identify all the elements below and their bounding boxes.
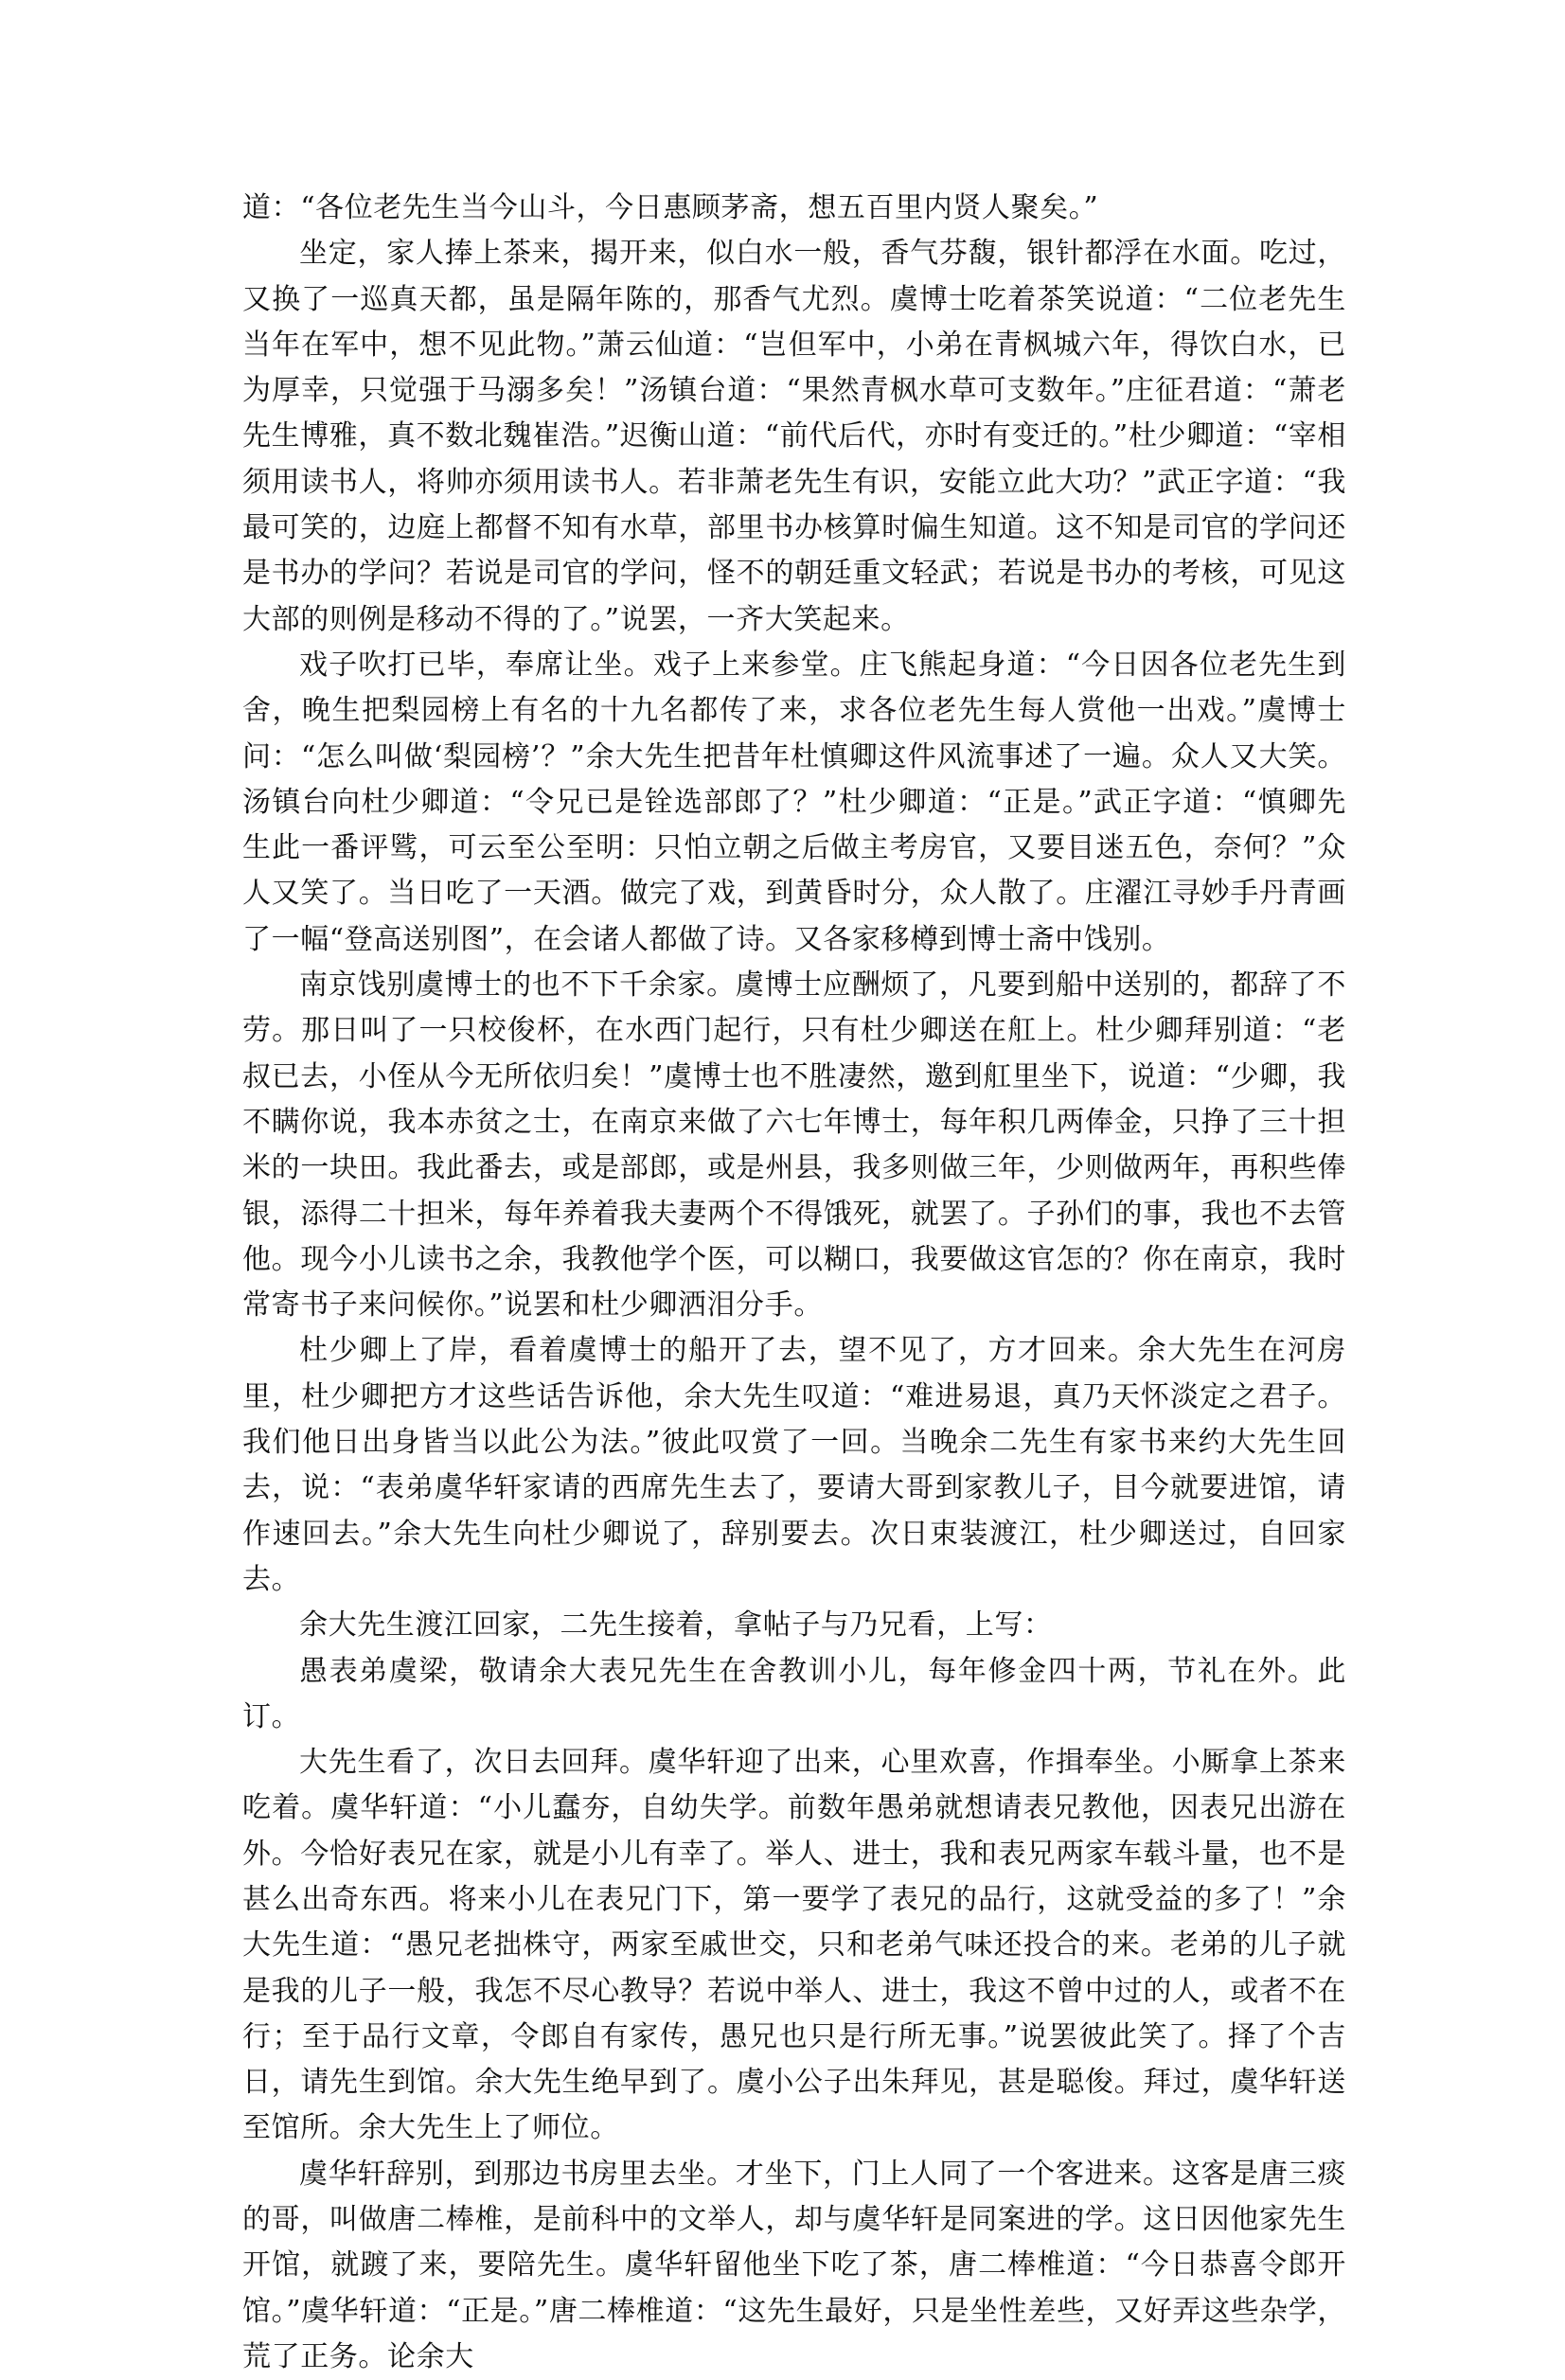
paragraph-opera: 戏子吹打已毕，奉席让坐。戏子上来参堂。庄飞熊起身道：“今日因各位老先生到舍，晚生把梨园榜上有名的十九名都传了来，求各位老先生每人赏他一出戏。”虞博士问：“怎么叫做‘梨园榜’？”余大先生把昔年杜慎卿这件风流事述了一遍。众人又大笑。汤镇台向杜少卿道：“令兄已是铨选部郎了？”杜少卿道：“正是。”武正字道：“慎卿先生此一番评骘，可云至公至明：只怕立朝之后做主考房官，又要目迷五色，奈何？”众人又笑了。当日吃了一天酒。做完了戏，到黄昏时分，众人散了。庄濯江寻妙手丹青画了一幅“登高送别图”，在会诸人都做了诗。又各家移樽到博士斋中饯别。 bbox=[242, 648, 1346, 956]
paragraph-farewell: 南京饯别虞博士的也不下千余家。虞博士应酬烦了，凡要到船中送别的，都辞了不劳。那日叫了一只校俊杯，在水西门起行，只有杜少卿送在舡上。杜少卿拜别道：“老叔已去，小侄从今无所依归矣！”虞博士也不胜凄然，邀到舡里坐下，说道：“少卿，我不瞒你说，我本赤贫之士，在南京来做了六七年博士，每年积几两俸金，只挣了三十担米的一块田。我此番去，或是部郎，或是州县，我多则做三年，少则做两年，再积些俸银，添得二十担米，每年养着我夫妻两个不得饿死，就罢了。子孙们的事，我也不去管他。现今小儿读书之余，我教他学个医，可以糊口，我要做这官怎的？你在南京，我时常寄书子来问候你。”说罢和杜少卿洒泪分手。 bbox=[242, 968, 1346, 1323]
paragraph-guest: 虞华轩辞别，到那边书房里去坐。才坐下，门上人同了一个客进来。这客是唐三痰的哥，叫做唐二棒椎，是前科中的文举人，却与虞华轩是同案进的学。这日因他家先生开馆，就踱了来，要陪先生。虞华轩留他坐下吃了茶，唐二棒椎道：“今日恭喜令郎开馆。”虞华轩道：“正是。”唐二棒椎道：“这先生最好，只是坐性差些，又好弄这些杂学，荒了正务。论余大 bbox=[242, 2157, 1346, 2373]
paragraph-return: 杜少卿上了岸，看着虞博士的船开了去，望不见了，方才回来。余大先生在河房里，杜少卿把方才这些话告诉他，余大先生叹道：“难进易退，真乃天怀淡定之君子。我们他日出身皆当以此公为法。”彼此叹赏了一回。当晚余二先生有家书来约大先生回去，说：“表弟虞华轩家请的西席先生去了，要请大哥到家教儿子，目今就要进馆，请作速回去。”余大先生向杜少卿说了，辞别要去。次日束装渡江，杜少卿送过，自回家去。 bbox=[242, 1334, 1346, 1596]
paragraph-tea: 坐定，家人捧上茶来，揭开来，似白水一般，香气芬馥，银针都浮在水面。吃过，又换了一巡真天都，虽是隔年陈的，那香气尤烈。虞博士吃着茶笑说道：“二位老先生当年在军中，想不见此物。”萧云仙道：“岂但军中，小弟在青枫城六年，得饮白水，已为厚幸，只觉强于马溺多矣！”汤镇台道：“果然青枫水草可支数年。”庄征君道：“萧老先生博雅，真不数北魏崔浩。”迟衡山道：“前代后代，亦时有变迁的。”杜少卿道：“宰相须用读书人，将帅亦须用读书人。若非萧老先生有识，安能立此大功？”武正字道：“我最可笑的，边庭上都督不知有水草，部里书办核算时偏生知道。这不知是司官的学问还是书办的学问？若说是司官的学问，怪不的朝廷重文轻武；若说是书办的考核，可见这大部的则例是移动不得的了。”说罢，一齐大笑起来。 bbox=[242, 237, 1346, 636]
paragraph-visit: 大先生看了，次日去回拜。虞华轩迎了出来，心里欢喜，作揖奉坐。小厮拿上茶来吃着。虞华轩道：“小儿蠢夯，自幼失学。前数年愚弟就想请表兄教他，因表兄出游在外。今恰好表兄在家，就是小儿有幸了。举人、进士，我和表兄两家车载斗量，也不是甚么出奇东西。将来小儿在表兄门下，第一要学了表兄的品行，这就受益的多了！”余大先生道：“愚兄老拙株守，两家至戚世交，只和老弟气味还投合的来。老弟的儿子就是我的儿子一般，我怎不尽心教导？若说中举人、进士，我这不曾中过的人，或者不在行；至于品行文章，令郎自有家传，愚兄也只是行所无事。”说罢彼此笑了。择了个吉日，请先生到馆。余大先生绝早到了。虞小公子出朱拜见，甚是聪俊。拜过，虞华轩送至馆所。余大先生上了师位。 bbox=[242, 1746, 1346, 2145]
paragraph-invitation-note: 愚表弟虞梁，敬请余大表兄先生在舍教训小儿，每年修金四十两，节礼在外。此订。 bbox=[242, 1654, 1346, 1733]
paragraph-crossing: 余大先生渡江回家，二先生接着，拿帖子与乃兄看，上写： bbox=[299, 1608, 1053, 1643]
document-page bbox=[242, 186, 1346, 2380]
paragraph-opening-line: 道：“各位老先生当今山斗，今日惠顾茅斋，想五百里内贤人聚矣。” bbox=[242, 191, 1099, 224]
